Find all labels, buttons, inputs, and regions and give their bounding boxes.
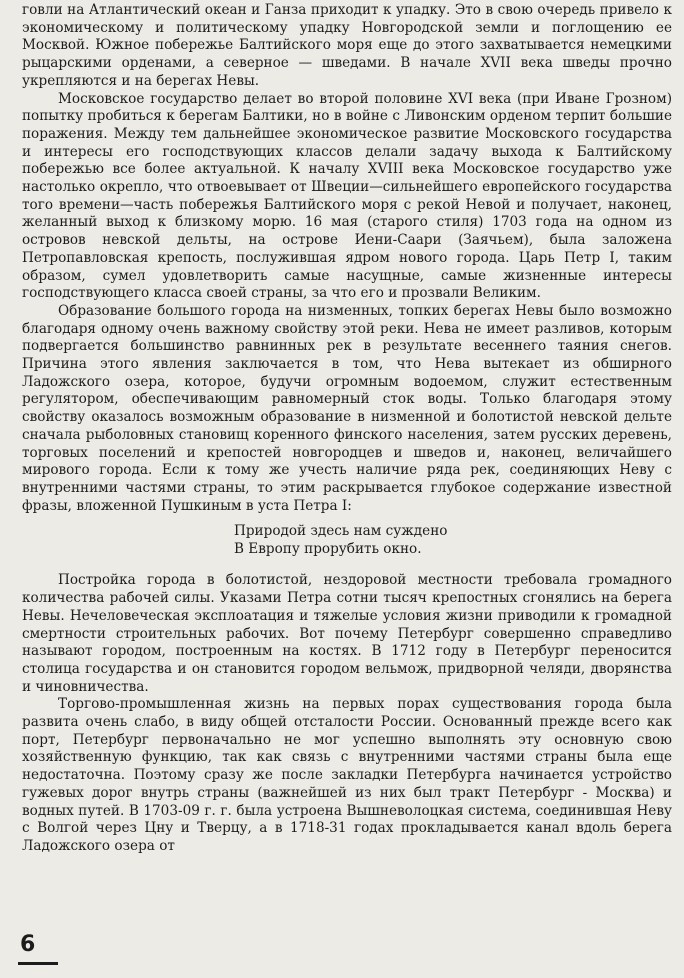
poem-quote (22, 522, 672, 558)
body-text (22, 2, 672, 515)
paragraph: Московское государство делает во второй половине XVI века (при Иване Грозном) попытку пробиться к берегам Балтики, но в войне с Ливонским орденом терпит большие поражения. Между тем дальнейшее экономическое развитие Московского государства и интересы его господствующих классов делали задачу выхода к Балтийскому побережью все более актуальной. К началу XVIII века Московское государство уже настолько окрепло, что отвоевывает от Швеции—сильнейшего европейского государства того времени—часть побережья Балтийского моря с рекой Невой и получает, наконец, желанный выход к близкому морю. 16 мая (старого стиля) 1703 года на одном из островов невской дельты, на острове Иени-Саари (Заячьем), была заложена Петропавловская крепость, послужившая ядром нового города. Царь Петр I, таким образом, сумел удовлетворить самые насущные, самые жизненные интересы господствующего класса своей страны, за что его и прозвали Великим. (22, 90, 672, 302)
paragraph: Постройка города в болотистой, нездоровой местности требовала громадного количества рабочей силы. Указами Петра сотни тысяч крепостных сгонялись на берега Невы. Нечеловеческая эксплоатация и тяжелые условия жизни приводили к громадной смертности строительных рабочих. Вот почему Петербург совершенно справедливо называют городом, построенным на костях. В 1712 году в Петербург переносится столица государства и он становится городом вельмож, придворной челяди, дворянства и чиновничества. (22, 572, 672, 695)
page-number: 6 (20, 932, 36, 957)
page-number-rule (18, 962, 58, 965)
paragraph: Торгово-промышленная жизнь на первых порах существования города была развита очень слабо, в виду общей отсталости России. Основанный прежде всего как порт, Петербург первоначально не мог успешно выполнять эту основную свою хозяйственную функцию, так как связь с внутренними частями страны была еще недостаточна. Поэтому сразу же после закладки Петербурга начинается устройство гужевых дорог внутрь страны (важнейшей из них был тракт Петербург - Москва) и водных путей. В 1703-09 г. г. была устроена Вышневолоцкая система, соединившая Неву с Волгой через Цну и Тверцу, а в 1718-31 годах прокладывается канал вдоль берега Ладожского озера от (22, 696, 672, 854)
poem-line: Природой здесь нам суждено (234, 523, 448, 540)
paragraph: Образование большого города на низменных, топких берегах Невы было возможно благодаря одному очень важному свойству этой реки. Нева не имеет разливов, которым подвергается большинство равнинных рек в результате весеннего таяния снегов. Причина этого явления заключается в том, что Нева вытекает из обширного Ладожского озера, которое, будучи огромным водоемом, служит естественным регулятором, обеспечивающим равномерный сток воды. Только благодаря этому свойству оказалось возможным образование в низменной и болотистой невской дельте сначала рыболовных становищ коренного финского населения, затем русских деревень, торговых поселений и крепостей новгородцев и шведов и, наконец, величайшего мирового города. Если к тому же учесть наличие ряда рек, соединяющих Неву с внутренними частями страны, то этим раскрывается глубокое содержание известной фразы, вложенной Пушкиным в уста Петра I: (22, 302, 672, 514)
body-text-after-poem (22, 572, 672, 855)
poem-line: В Европу прорубить окно. (234, 541, 422, 558)
paragraph-continued: говли на Атлантический океан и Ганза приходит к упадку. Это в свою очередь привело к экономическому и политическому упадку Новгородской земли и поглощению ее Москвой. Южное побережье Балтийского моря еще до этого захватывается немецкими рыцарскими орденами, а северное — шведами. В начале XVII века шведы прочно укрепляются и на берегах Невы. (22, 2, 672, 89)
